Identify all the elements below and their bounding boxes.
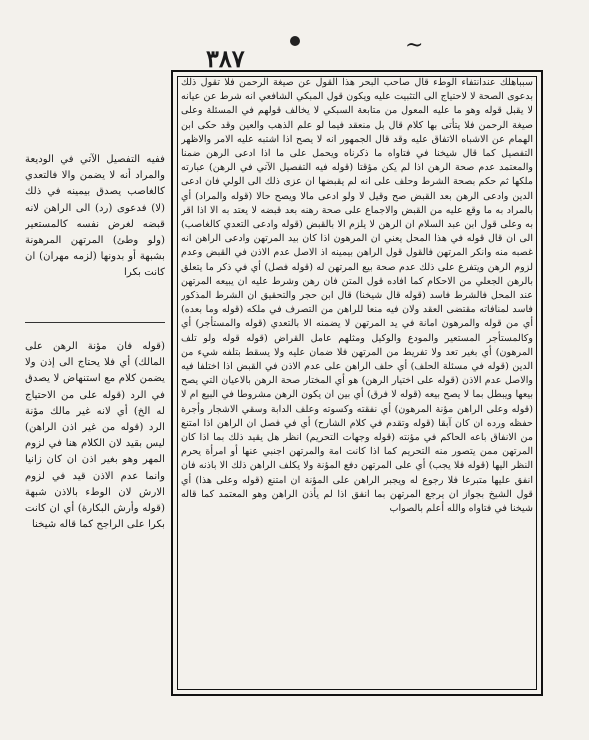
main-text-block: سبباهلك عندانتفاء الوطء قال صاحب البحر هذا القول عن صيغة الرحمن فلا تقول ذلك بدعوى الصحة لا لاحتياج الى التثبيت عليه ويكون قول المبكي الشافعي انه شرط عن عيانه لا يقبل قوله وهو ما عليه المعول من متابعة السبكي لا يخالف قولهم في المسئلة وعلى صيغة الرحمن فلا يتأتى بها كلام قال بل منعقد فيما لو علم الذهب والعين وقد حكى ابن الهمام عن الاشباه الاتفاق عليه وقد قال الجمهور انه لا يصح اذا اشتبه عليه الامر والاظهر التفصيل كما قال شيخنا في فتاواه ما ذكرناه ويحمل على ما اذا ادعى الرهن ضمنا والمعتمد عدم صحة الرهن اذا لم يكن مؤقتا (قوله فيه التفصيل الآتي في الرهن) عبارته ملكها ثم حكم بصحة الشرط وحلف على انه لم يقبضها ان عزى ذلك الى الولي فان ادعى الدين وادعى الرهن بعد القبض صح وقيل لا ولو ادعى مالا ويصح حالا (قوله والمراد) أي بالمراد به ما وقع عليه من القبض والاجماع على صحة رهنه بعد قبضه لا يعتد به الا اذا اقر به وعلى قول ابن عبد السلام ان الرهن لا يلزم الا بالقبض (قوله وادعى التعدي كالغاصب) الى ان قال قوله في هذا المحل يعني ان المرهون اذا كان بيد المرتهن وادعى الراهن انه غصبه منه وانكر المرتهن فالقول قول الراهن بيمينه اذ الاصل عدم الاذن في القبض وعدم لزوم الرهن ويتفرع على ذلك عدم صحة بيع المرتهن له (قوله فصل) أي في ذكر ما يتعلق بالرهن الجعلي من الاحكام كما افاده قول المتن فان رهن وشرط عليه ان يبيعه المرتهن عند المحل فالشرط فاسد (قوله قال شيخنا) قال ابن حجر والتحقيق ان الشرط المذكور فاسد لمنافاته مقتضى العقد ولان فيه منعا للراهن من التصرف في ملكه (قوله وما بعده) أي من قوله والمرهون امانة في يد المرتهن لا يضمنه الا بالتعدي (قوله والمستأجر) أي وكالمستأجر المستعير والمودع والوكيل ومثلهم عامل القراض (قوله قوله ولو تلف المرهون) أي بغير تعد ولا تفريط من المرتهن فلا ضمان عليه ولا يسقط بتلفه شيء من الدين (قوله في مسئلة الحلف) أي حلف الراهن على عدم الاذن في القبض اذا اختلفا فيه والاصل عدم الاذن (قوله على اختيار الرهن) هو أي المختار صحة الرهن بالاعيان التي يصح بيعها ويبطل بما لا يصح بيعه (قوله لا فرق) أي بين ان يكون الرهن مشروطا في البيع ام لا (قوله وعلى الراهن مؤنة المرهون) أي نفقته وكسوته وعلف الدابة وسقي الاشجار وأجرة حفظه ورده ان كان آبقا (قوله وتقدم في كلام الشارح) أي في فصل ان الراهن اذا امتنع من الانفاق باعه الحاكم في مؤنته (قوله وجهات التحريم) انظر هل يقيد ذلك بما اذا كان المرتهن ممن يتصور منه التحريم كما اذا كانت امة والمرتهن اجنبي عنها أو امرأة يحرم النظر اليها (قوله فلا يجب) أي على المرتهن دفع المؤنة ولا يكلف الراهن ذلك الا باذنه فان انفق عليها متبرعا فلا رجوع له ويجبر الراهن على المؤنة ان امتنع (قوله وعلى هذا) أي قول الشيخ بجواز ان يرجع المرتهن بما انفق اذا لم يأذن الراهن وهو المعتمد كما قاله شيخنا في فتاواه والله أعلم بالصواب (181, 77, 533, 515)
margin-note-top: ففيه التفصيل الآتي في الوديعة والمراد أنه لا يضمن والا فالتعدي كالغاصب يصدق بيمينه في ذلك (لا) فدعوى (رد) الى الراهن لانه قبضه لغرض نفسه كالمستعير (ولو وطئ) المرتهن المرهونة بشبهة أو بدونها (لزمه مهران) ان كانت بكرا (25, 154, 165, 279)
margin-divider (25, 322, 165, 323)
header-dot (290, 36, 300, 46)
page-number: ٣٨٧ (206, 44, 245, 73)
header-ornament: ~ (405, 33, 424, 58)
margin-note-bottom: (قوله فان مؤنة الرهن على المالك) أي فلا يحتاج الى إذن ولا يضمن كلام مع استنهاض لا يصدق في الرد (قوله على من الاحتياج له الخ) أي لانه غير مالك مؤنة الرد (قوله من غير اذن الراهن) ليس بقيد لان الكلام هنا في لزوم المهر وهو بغير اذن ان كان زانيا وانما عدم الاذن قيد في لزوم الارش لان الوطء بالاذن شبهة (قوله وأرش البكارة) أي ان كانت بكرا على الراجح كما قاله شيخنا (25, 341, 165, 531)
